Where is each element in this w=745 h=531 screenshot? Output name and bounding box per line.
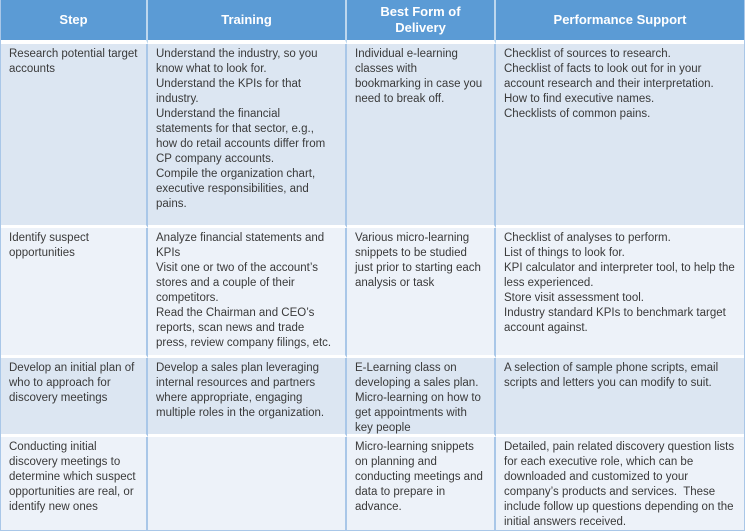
text-paragraph: Understand the financial statements for that sector, e.g., how do retail accounts differ from CP company accounts. xyxy=(156,108,329,165)
cell-row2-training xyxy=(148,228,347,358)
cell-row3-support xyxy=(496,358,744,437)
text-paragraph: Checklist of facts to look out for in your account research and their interpretation. xyxy=(504,63,714,90)
text-paragraph: Detailed, pain related discovery question lists for each executive role, which can be downloaded and customized to your company’s products and services. These include follow up questions depending on the initial answers received. xyxy=(504,441,738,528)
cell-row3-delivery xyxy=(347,358,496,437)
cell-row1-delivery xyxy=(347,44,496,228)
text-paragraph: Compile the organization chart, executive responsibilities, and pains. xyxy=(156,168,319,210)
cell-row2-support xyxy=(496,228,744,358)
cell-row2-step xyxy=(1,228,148,358)
text-paragraph: Analyze financial statements and KPIs xyxy=(156,232,328,259)
column-header-best-form-of-delivery: Best Form of Delivery xyxy=(347,0,496,44)
text-paragraph: Conducting initial discovery meetings to determine which suspect opportunities are real, or identify new ones xyxy=(9,441,139,513)
column-header-performance-support: Performance Support xyxy=(496,0,744,44)
text-paragraph: Understand the industry, so you know what to look for. xyxy=(156,48,321,75)
text-paragraph: Industry standard KPIs to benchmark target account against. xyxy=(504,307,730,334)
text-paragraph: Identify suspect opportunities xyxy=(9,232,93,259)
text-paragraph: Various micro-learning snippets to be studied just prior to starting each analysis or task xyxy=(355,232,485,289)
cell-row3-training xyxy=(148,358,347,437)
text-paragraph: Understand the KPIs for that industry. xyxy=(156,78,305,105)
text-paragraph: KPI calculator and interpreter tool, to help the less experienced. xyxy=(504,262,738,289)
cell-row4-delivery xyxy=(347,437,496,530)
text-paragraph: Research potential target accounts xyxy=(9,48,141,75)
text-paragraph: Develop an initial plan of who to approach for discovery meetings xyxy=(9,362,138,404)
cell-row2-delivery xyxy=(347,228,496,358)
cell-row4-step xyxy=(1,437,148,530)
column-header-step: Step xyxy=(1,0,148,44)
text-paragraph: How to find executive names. xyxy=(504,93,655,105)
cell-row1-step xyxy=(1,44,148,228)
text-paragraph: Micro-learning on how to get appointments with key people xyxy=(355,392,485,434)
text-paragraph: Individual e-learning classes with bookmarking in case you need to break off. xyxy=(355,48,486,105)
text-paragraph: Micro-learning snippets on planning and conducting meetings and data to prepare in advance. xyxy=(355,441,487,513)
text-paragraph: Read the Chairman and CEO’s reports, scan news and trade press, review company filings, etc. xyxy=(156,307,332,349)
column-header-training: Training xyxy=(148,0,347,44)
text-paragraph: Checklist of sources to research. xyxy=(504,48,671,60)
text-paragraph: Checklists of common pains. xyxy=(504,108,651,120)
cell-row4-training xyxy=(148,437,347,530)
text-paragraph: Checklist of analyses to perform. xyxy=(504,232,671,244)
text-paragraph: List of things to look for. xyxy=(504,247,625,259)
cell-row1-training xyxy=(148,44,347,228)
cell-row1-support xyxy=(496,44,744,228)
cell-row3-step xyxy=(1,358,148,437)
text-paragraph: Visit one or two of the account’s stores and a couple of their competitors. xyxy=(156,262,322,304)
text-paragraph: A selection of sample phone scripts, email scripts and letters you can modify to suit. xyxy=(504,362,722,389)
text-paragraph: Store visit assessment tool. xyxy=(504,292,644,304)
text-paragraph: E-Learning class on developing a sales plan. xyxy=(355,362,479,389)
text-paragraph: Develop a sales plan leveraging internal resources and partners where appropriate, engaging multiple roles in the organization. xyxy=(156,362,325,419)
cell-row4-support xyxy=(496,437,744,530)
